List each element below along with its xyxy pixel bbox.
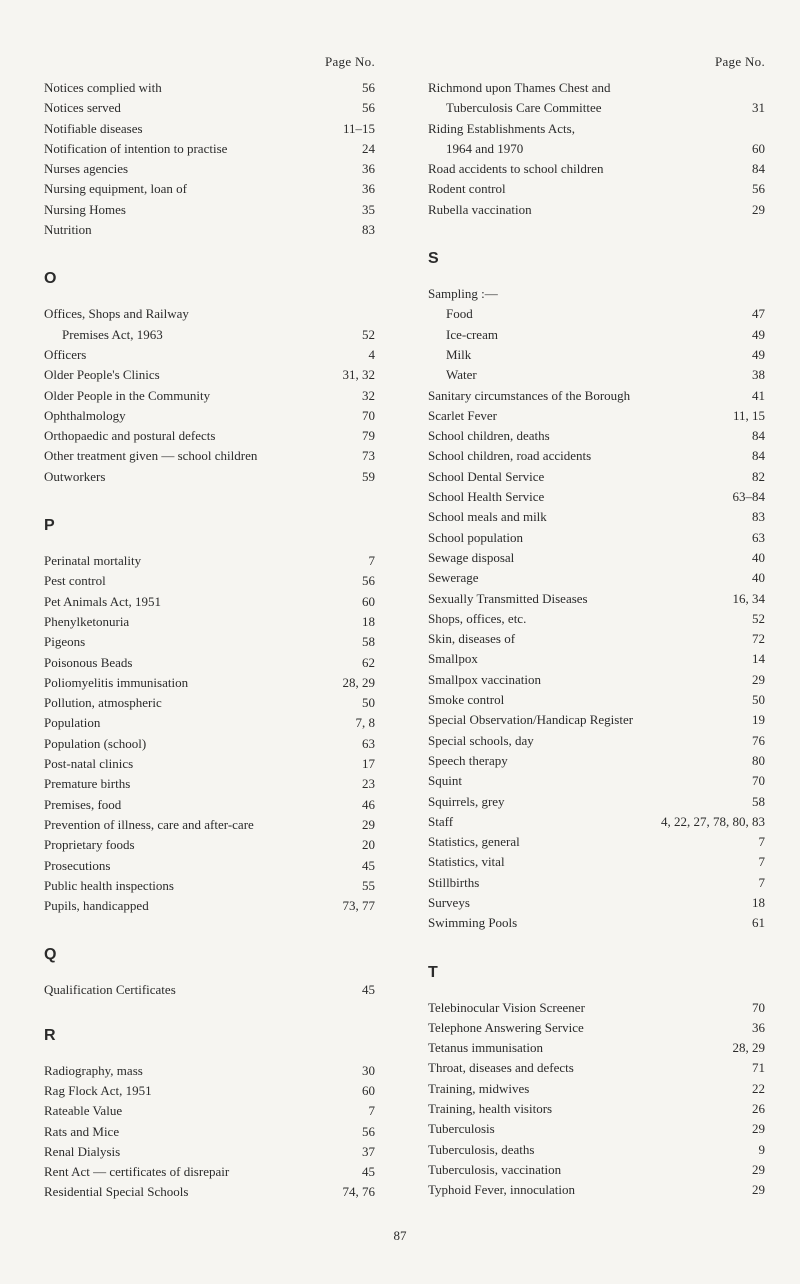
entry-term: Population (school) bbox=[44, 735, 147, 751]
entry-page: 4, 22, 27, 78, 80, 83 bbox=[661, 813, 765, 829]
section-heading-p: P bbox=[44, 517, 55, 535]
index-entry bbox=[428, 1038, 765, 1058]
entry-term: Tuberculosis Care Committee bbox=[446, 100, 602, 116]
index-entry bbox=[428, 528, 765, 548]
index-entry bbox=[428, 426, 765, 446]
entry-page: 49 bbox=[752, 346, 765, 362]
index-entry bbox=[428, 873, 765, 893]
entry-page: 26 bbox=[752, 1101, 765, 1117]
entry-term: Phenylketonuria bbox=[44, 613, 130, 629]
entry-term: Sewerage bbox=[428, 570, 479, 586]
index-entry bbox=[44, 1122, 375, 1142]
entry-page: 30 bbox=[362, 1062, 375, 1078]
entry-page: 28, 29 bbox=[342, 674, 375, 690]
entry-page: 29 bbox=[752, 201, 765, 217]
section-heading-r: R bbox=[44, 1026, 56, 1044]
entry-term: Post-natal clinics bbox=[44, 756, 134, 772]
index-column-right bbox=[428, 54, 765, 1201]
index-entry bbox=[44, 365, 375, 385]
index-entry bbox=[428, 812, 765, 832]
entry-term: Sanitary circumstances of the Borough bbox=[428, 387, 631, 403]
entry-term: Scarlet Fever bbox=[428, 407, 497, 423]
entry-page: 7, 8 bbox=[355, 715, 375, 731]
entry-term: 1964 and 1970 bbox=[446, 140, 524, 156]
section-heading-q: Q bbox=[44, 946, 57, 964]
index-entry bbox=[44, 1061, 375, 1081]
entry-term: Water bbox=[446, 367, 477, 383]
entry-term: Poliomyelitis immunisation bbox=[44, 674, 189, 690]
entry-term: Older People in the Community bbox=[44, 387, 211, 403]
entry-term: Skin, diseases of bbox=[428, 631, 516, 647]
index-entry bbox=[428, 893, 765, 913]
entry-term: Radiography, mass bbox=[44, 1062, 143, 1078]
entry-page: 28, 29 bbox=[732, 1040, 765, 1056]
entry-page: 56 bbox=[362, 80, 375, 95]
entry-page: 60 bbox=[362, 1082, 375, 1098]
index-entry bbox=[428, 751, 765, 771]
entry-page: 36 bbox=[362, 181, 375, 197]
entry-page: 40 bbox=[752, 570, 765, 586]
entry-term: Food bbox=[446, 306, 473, 322]
entry-term: Notification of intention to practise bbox=[44, 140, 228, 156]
entry-page: 49 bbox=[752, 326, 765, 342]
section-heading-o: O bbox=[44, 270, 57, 288]
index-entry bbox=[428, 1079, 765, 1099]
index-entry bbox=[428, 1099, 765, 1119]
index-entry bbox=[428, 690, 765, 710]
entry-page: 32 bbox=[362, 387, 375, 403]
entry-page: 4 bbox=[368, 346, 375, 362]
entry-page: 7 bbox=[368, 1103, 375, 1119]
entry-term: Smoke control bbox=[428, 692, 505, 708]
entry-page: 74, 76 bbox=[342, 1184, 375, 1200]
entry-term: Notifiable diseases bbox=[44, 120, 143, 136]
entry-page: 29 bbox=[752, 1182, 765, 1198]
index-entry bbox=[44, 571, 375, 591]
entry-term: School Health Service bbox=[428, 489, 545, 505]
index-entry bbox=[428, 507, 765, 527]
entry-page: 18 bbox=[362, 613, 375, 629]
entry-page: 9 bbox=[758, 1141, 765, 1157]
index-entry bbox=[44, 426, 375, 446]
entry-page: 22 bbox=[752, 1080, 765, 1096]
entry-term: Orthopaedic and postural defects bbox=[44, 428, 216, 444]
entry-term: Outworkers bbox=[44, 468, 106, 484]
index-entry bbox=[428, 913, 765, 933]
entry-term: Residential Special Schools bbox=[44, 1184, 189, 1200]
index-entry bbox=[428, 998, 765, 1018]
entry-page: 76 bbox=[752, 732, 765, 748]
entry-page: 52 bbox=[752, 610, 765, 626]
entry-page: 70 bbox=[752, 773, 765, 789]
entry-term: Rateable Value bbox=[44, 1103, 123, 1119]
entry-page: 38 bbox=[752, 367, 765, 383]
index-entry bbox=[428, 284, 765, 304]
entry-term: Poisonous Beads bbox=[44, 654, 133, 670]
index-column-left bbox=[44, 54, 375, 1203]
entry-term: Sampling :— bbox=[428, 286, 498, 302]
index-entry bbox=[428, 119, 765, 139]
entry-page: 29 bbox=[752, 671, 765, 687]
entry-term: Nurses agencies bbox=[44, 161, 129, 177]
entry-page: 11–15 bbox=[342, 120, 375, 136]
index-entry bbox=[44, 835, 375, 855]
entry-term: Milk bbox=[446, 346, 472, 362]
entry-term: Richmond upon Thames Chest and bbox=[428, 80, 611, 95]
entry-term: School children, road accidents bbox=[428, 448, 592, 464]
entry-term: Rodent control bbox=[428, 181, 506, 197]
index-entry bbox=[428, 609, 765, 629]
index-entry bbox=[44, 876, 375, 896]
entry-page: 29 bbox=[752, 1161, 765, 1177]
entry-term: Ophthalmology bbox=[44, 407, 126, 423]
index-entry bbox=[44, 632, 375, 652]
index-entry bbox=[428, 568, 765, 588]
entry-page: 11, 15 bbox=[732, 407, 765, 423]
entry-page: 60 bbox=[362, 593, 375, 609]
index-entry bbox=[44, 754, 375, 774]
index-entry bbox=[44, 592, 375, 612]
entry-term: Nursing Homes bbox=[44, 201, 126, 217]
entry-page: 7 bbox=[758, 854, 765, 870]
entry-term: Training, midwives bbox=[428, 1080, 530, 1096]
entry-term: Premises Act, 1963 bbox=[62, 326, 163, 342]
entry-page: 84 bbox=[752, 161, 765, 177]
entry-term: Speech therapy bbox=[428, 752, 508, 768]
entry-page: 41 bbox=[752, 387, 765, 403]
entry-term: Proprietary foods bbox=[44, 837, 135, 853]
index-entry bbox=[44, 612, 375, 632]
entry-term: Statistics, vital bbox=[428, 854, 505, 870]
entry-page: 40 bbox=[752, 549, 765, 565]
index-entry bbox=[428, 1140, 765, 1160]
page-no-header: Page No. bbox=[714, 54, 765, 69]
index-entry bbox=[428, 345, 765, 365]
entry-page: 14 bbox=[752, 651, 765, 667]
entry-term: Tuberculosis, vaccination bbox=[428, 1161, 562, 1177]
entry-page: 36 bbox=[752, 1019, 765, 1035]
index-entry bbox=[428, 159, 765, 179]
section-heading-s: S bbox=[428, 250, 439, 268]
entry-page: 71 bbox=[752, 1060, 765, 1076]
index-entry bbox=[428, 200, 765, 220]
entry-term: Rent Act — certificates of disrepair bbox=[44, 1164, 230, 1180]
index-entry bbox=[428, 548, 765, 568]
index-entry bbox=[44, 446, 375, 466]
entry-page: 83 bbox=[362, 222, 375, 238]
index-entry bbox=[428, 386, 765, 406]
index-entry bbox=[44, 1142, 375, 1162]
entry-page: 46 bbox=[362, 796, 375, 812]
section-heading-t: T bbox=[428, 963, 438, 981]
entry-page: 59 bbox=[362, 468, 375, 484]
index-entry bbox=[44, 139, 375, 159]
entry-page: 84 bbox=[752, 448, 765, 464]
entry-page: 84 bbox=[752, 428, 765, 444]
index-entry bbox=[44, 551, 375, 571]
index-entry bbox=[428, 832, 765, 852]
index-entry bbox=[44, 980, 375, 1000]
entries-r-continued bbox=[428, 78, 765, 220]
entry-term: School meals and milk bbox=[428, 509, 547, 525]
entry-page: 47 bbox=[752, 306, 765, 322]
index-entry bbox=[44, 467, 375, 487]
index-entry bbox=[44, 119, 375, 139]
index-entry bbox=[428, 78, 765, 98]
entry-term: Stillbirths bbox=[428, 874, 480, 890]
entry-page: 56 bbox=[362, 100, 375, 116]
index-entry bbox=[428, 406, 765, 426]
entry-term: Staff bbox=[428, 813, 454, 829]
entry-page: 45 bbox=[362, 982, 375, 998]
entry-term: Training, health visitors bbox=[428, 1101, 553, 1117]
index-entry bbox=[44, 713, 375, 733]
page-no-header: Page No. bbox=[324, 54, 375, 69]
entry-term: Notices served bbox=[44, 100, 121, 116]
entry-term: Population bbox=[44, 715, 101, 731]
entry-term: Ice-cream bbox=[446, 326, 498, 342]
index-entry bbox=[44, 220, 375, 240]
entry-page: 73 bbox=[362, 448, 375, 464]
index-entry bbox=[428, 487, 765, 507]
index-entry bbox=[428, 365, 765, 385]
index-entry bbox=[428, 771, 765, 791]
entry-page: 82 bbox=[752, 468, 765, 484]
index-entry bbox=[44, 693, 375, 713]
entry-page: 56 bbox=[752, 181, 765, 197]
entries-s bbox=[428, 284, 765, 934]
entry-page: 29 bbox=[362, 816, 375, 832]
entry-term: Sexually Transmitted Diseases bbox=[428, 590, 588, 606]
entry-page: 70 bbox=[752, 999, 765, 1015]
index-entry bbox=[428, 731, 765, 751]
entry-page: 35 bbox=[362, 201, 375, 217]
entry-page: 24 bbox=[362, 140, 375, 156]
entry-term: Renal Dialysis bbox=[44, 1143, 121, 1159]
entry-term: Squint bbox=[428, 773, 462, 789]
entry-page: 37 bbox=[362, 1143, 375, 1159]
entry-term: Offices, Shops and Railway bbox=[44, 306, 189, 322]
entry-page: 31 bbox=[752, 100, 765, 116]
entry-page: 56 bbox=[362, 573, 375, 589]
entry-term: Other treatment given — school children bbox=[44, 448, 258, 464]
entry-page: 17 bbox=[362, 756, 375, 772]
entries-q bbox=[44, 980, 375, 1000]
index-entry bbox=[428, 1058, 765, 1078]
index-entry bbox=[44, 78, 375, 98]
index-entry bbox=[428, 649, 765, 669]
index-entry bbox=[44, 98, 375, 118]
entry-term: Smallpox vaccination bbox=[428, 671, 542, 687]
index-entry bbox=[44, 1081, 375, 1101]
entry-term: Throat, diseases and defects bbox=[428, 1060, 574, 1076]
entry-term: Pest control bbox=[44, 573, 106, 589]
entry-term: Pet Animals Act, 1951 bbox=[44, 593, 161, 609]
entry-term: Squirrels, grey bbox=[428, 793, 505, 809]
entry-page: 7 bbox=[758, 874, 765, 890]
entry-term: Rag Flock Act, 1951 bbox=[44, 1082, 152, 1098]
entry-page: 60 bbox=[752, 140, 765, 156]
entry-page: 7 bbox=[758, 834, 765, 850]
entry-term: Statistics, general bbox=[428, 834, 520, 850]
entry-term: Pupils, handicapped bbox=[44, 898, 149, 914]
index-entry bbox=[428, 446, 765, 466]
entry-page: 72 bbox=[752, 631, 765, 647]
entry-term: Tuberculosis bbox=[428, 1121, 495, 1137]
index-entry bbox=[44, 795, 375, 815]
entry-term: Telephone Answering Service bbox=[428, 1019, 584, 1035]
entry-term: Surveys bbox=[428, 894, 470, 910]
entry-page: 58 bbox=[752, 793, 765, 809]
index-entry bbox=[44, 653, 375, 673]
entry-term: Nutrition bbox=[44, 222, 92, 238]
index-entry bbox=[44, 345, 375, 365]
entries-r bbox=[44, 1061, 375, 1203]
entry-term: Swimming Pools bbox=[428, 915, 518, 931]
entry-term: Sewage disposal bbox=[428, 549, 515, 565]
index-entry bbox=[428, 710, 765, 730]
entry-page: 23 bbox=[362, 776, 375, 792]
index-entry bbox=[428, 1160, 765, 1180]
entry-term: Perinatal mortality bbox=[44, 553, 142, 569]
index-entry bbox=[428, 98, 765, 118]
entry-term: Nursing equipment, loan of bbox=[44, 181, 187, 197]
entry-term: School children, deaths bbox=[428, 428, 550, 444]
index-entry bbox=[44, 179, 375, 199]
entry-term: Special schools, day bbox=[428, 732, 534, 748]
entry-page: 58 bbox=[362, 634, 375, 650]
index-entry bbox=[428, 1119, 765, 1139]
entry-page: 31, 32 bbox=[342, 367, 375, 383]
entry-term: Prevention of illness, care and after-care bbox=[44, 816, 254, 832]
entry-term: Rubella vaccination bbox=[428, 201, 532, 217]
entry-term: Public health inspections bbox=[44, 877, 174, 893]
index-entry bbox=[428, 852, 765, 872]
entry-page: 20 bbox=[362, 837, 375, 853]
entry-page: 45 bbox=[362, 1164, 375, 1180]
entry-page: 52 bbox=[362, 326, 375, 342]
entry-term: Pigeons bbox=[44, 634, 86, 650]
index-entry bbox=[428, 1018, 765, 1038]
index-entry bbox=[44, 406, 375, 426]
entry-term: Typhoid Fever, innoculation bbox=[428, 1182, 575, 1198]
page-number: 87 bbox=[393, 1228, 407, 1243]
entry-term: Prosecutions bbox=[44, 857, 111, 873]
index-entry bbox=[44, 159, 375, 179]
entry-page: 18 bbox=[752, 894, 765, 910]
entry-term: Special Observation/Handicap Register bbox=[428, 712, 634, 728]
entry-page: 79 bbox=[362, 428, 375, 444]
entries-o bbox=[44, 304, 375, 487]
entry-term: Older People's Clinics bbox=[44, 367, 160, 383]
entry-page: 61 bbox=[752, 915, 765, 931]
entry-term: Pollution, atmospheric bbox=[44, 695, 162, 711]
index-entry bbox=[44, 815, 375, 835]
index-entry bbox=[428, 670, 765, 690]
index-entry bbox=[44, 200, 375, 220]
index-entry bbox=[428, 139, 765, 159]
index-entry bbox=[44, 774, 375, 794]
entry-term: Telebinocular Vision Screener bbox=[428, 999, 585, 1015]
entry-page: 63 bbox=[752, 529, 765, 545]
entry-term: Tetanus immunisation bbox=[428, 1040, 543, 1056]
index-entry bbox=[428, 1180, 765, 1200]
entry-page: 70 bbox=[362, 407, 375, 423]
entry-page: 62 bbox=[362, 654, 375, 670]
entry-page: 55 bbox=[362, 877, 375, 893]
entry-page: 56 bbox=[362, 1123, 375, 1139]
entry-page: 7 bbox=[368, 553, 375, 569]
entry-term: Shops, offices, etc. bbox=[428, 610, 527, 626]
index-entry bbox=[44, 325, 375, 345]
entries-n bbox=[44, 78, 375, 240]
index-entry bbox=[44, 856, 375, 876]
index-entry bbox=[44, 1101, 375, 1121]
entry-term: Notices complied with bbox=[44, 80, 162, 95]
index-entry bbox=[428, 792, 765, 812]
entry-page: 80 bbox=[752, 752, 765, 768]
entry-term: School Dental Service bbox=[428, 468, 545, 484]
index-entry bbox=[428, 325, 765, 345]
entry-page: 63 bbox=[362, 735, 375, 751]
entry-page: 63–84 bbox=[732, 489, 765, 505]
entry-page: 36 bbox=[362, 161, 375, 177]
entry-page: 50 bbox=[362, 695, 375, 711]
index-entry bbox=[44, 1182, 375, 1202]
index-entry bbox=[44, 896, 375, 916]
index-entry bbox=[428, 467, 765, 487]
index-entry bbox=[428, 629, 765, 649]
entry-page: 16, 34 bbox=[732, 590, 765, 606]
index-entry bbox=[44, 386, 375, 406]
entry-page: 19 bbox=[752, 712, 765, 728]
index-entry bbox=[44, 1162, 375, 1182]
entry-term: Premises, food bbox=[44, 796, 122, 812]
entry-term: Premature births bbox=[44, 776, 131, 792]
entries-p bbox=[44, 551, 375, 916]
entry-page: 83 bbox=[752, 509, 765, 525]
index-entry bbox=[44, 673, 375, 693]
entry-term: Tuberculosis, deaths bbox=[428, 1141, 535, 1157]
entry-page: 50 bbox=[752, 692, 765, 708]
entry-page: 29 bbox=[752, 1121, 765, 1137]
entry-term: Rats and Mice bbox=[44, 1123, 120, 1139]
entry-term: School population bbox=[428, 529, 523, 545]
index-entry bbox=[428, 589, 765, 609]
entry-page: 45 bbox=[362, 857, 375, 873]
entry-term: Qualification Certificates bbox=[44, 982, 176, 998]
entry-term: Road accidents to school children bbox=[428, 161, 604, 177]
index-entry bbox=[428, 179, 765, 199]
index-entry bbox=[44, 734, 375, 754]
entry-page: 73, 77 bbox=[342, 898, 375, 914]
entries-t bbox=[428, 998, 765, 1201]
index-entry bbox=[44, 304, 375, 324]
entry-term: Officers bbox=[44, 346, 87, 362]
index-entry bbox=[428, 304, 765, 324]
entry-term: Smallpox bbox=[428, 651, 478, 667]
entry-term: Riding Establishments Acts, bbox=[428, 120, 575, 136]
